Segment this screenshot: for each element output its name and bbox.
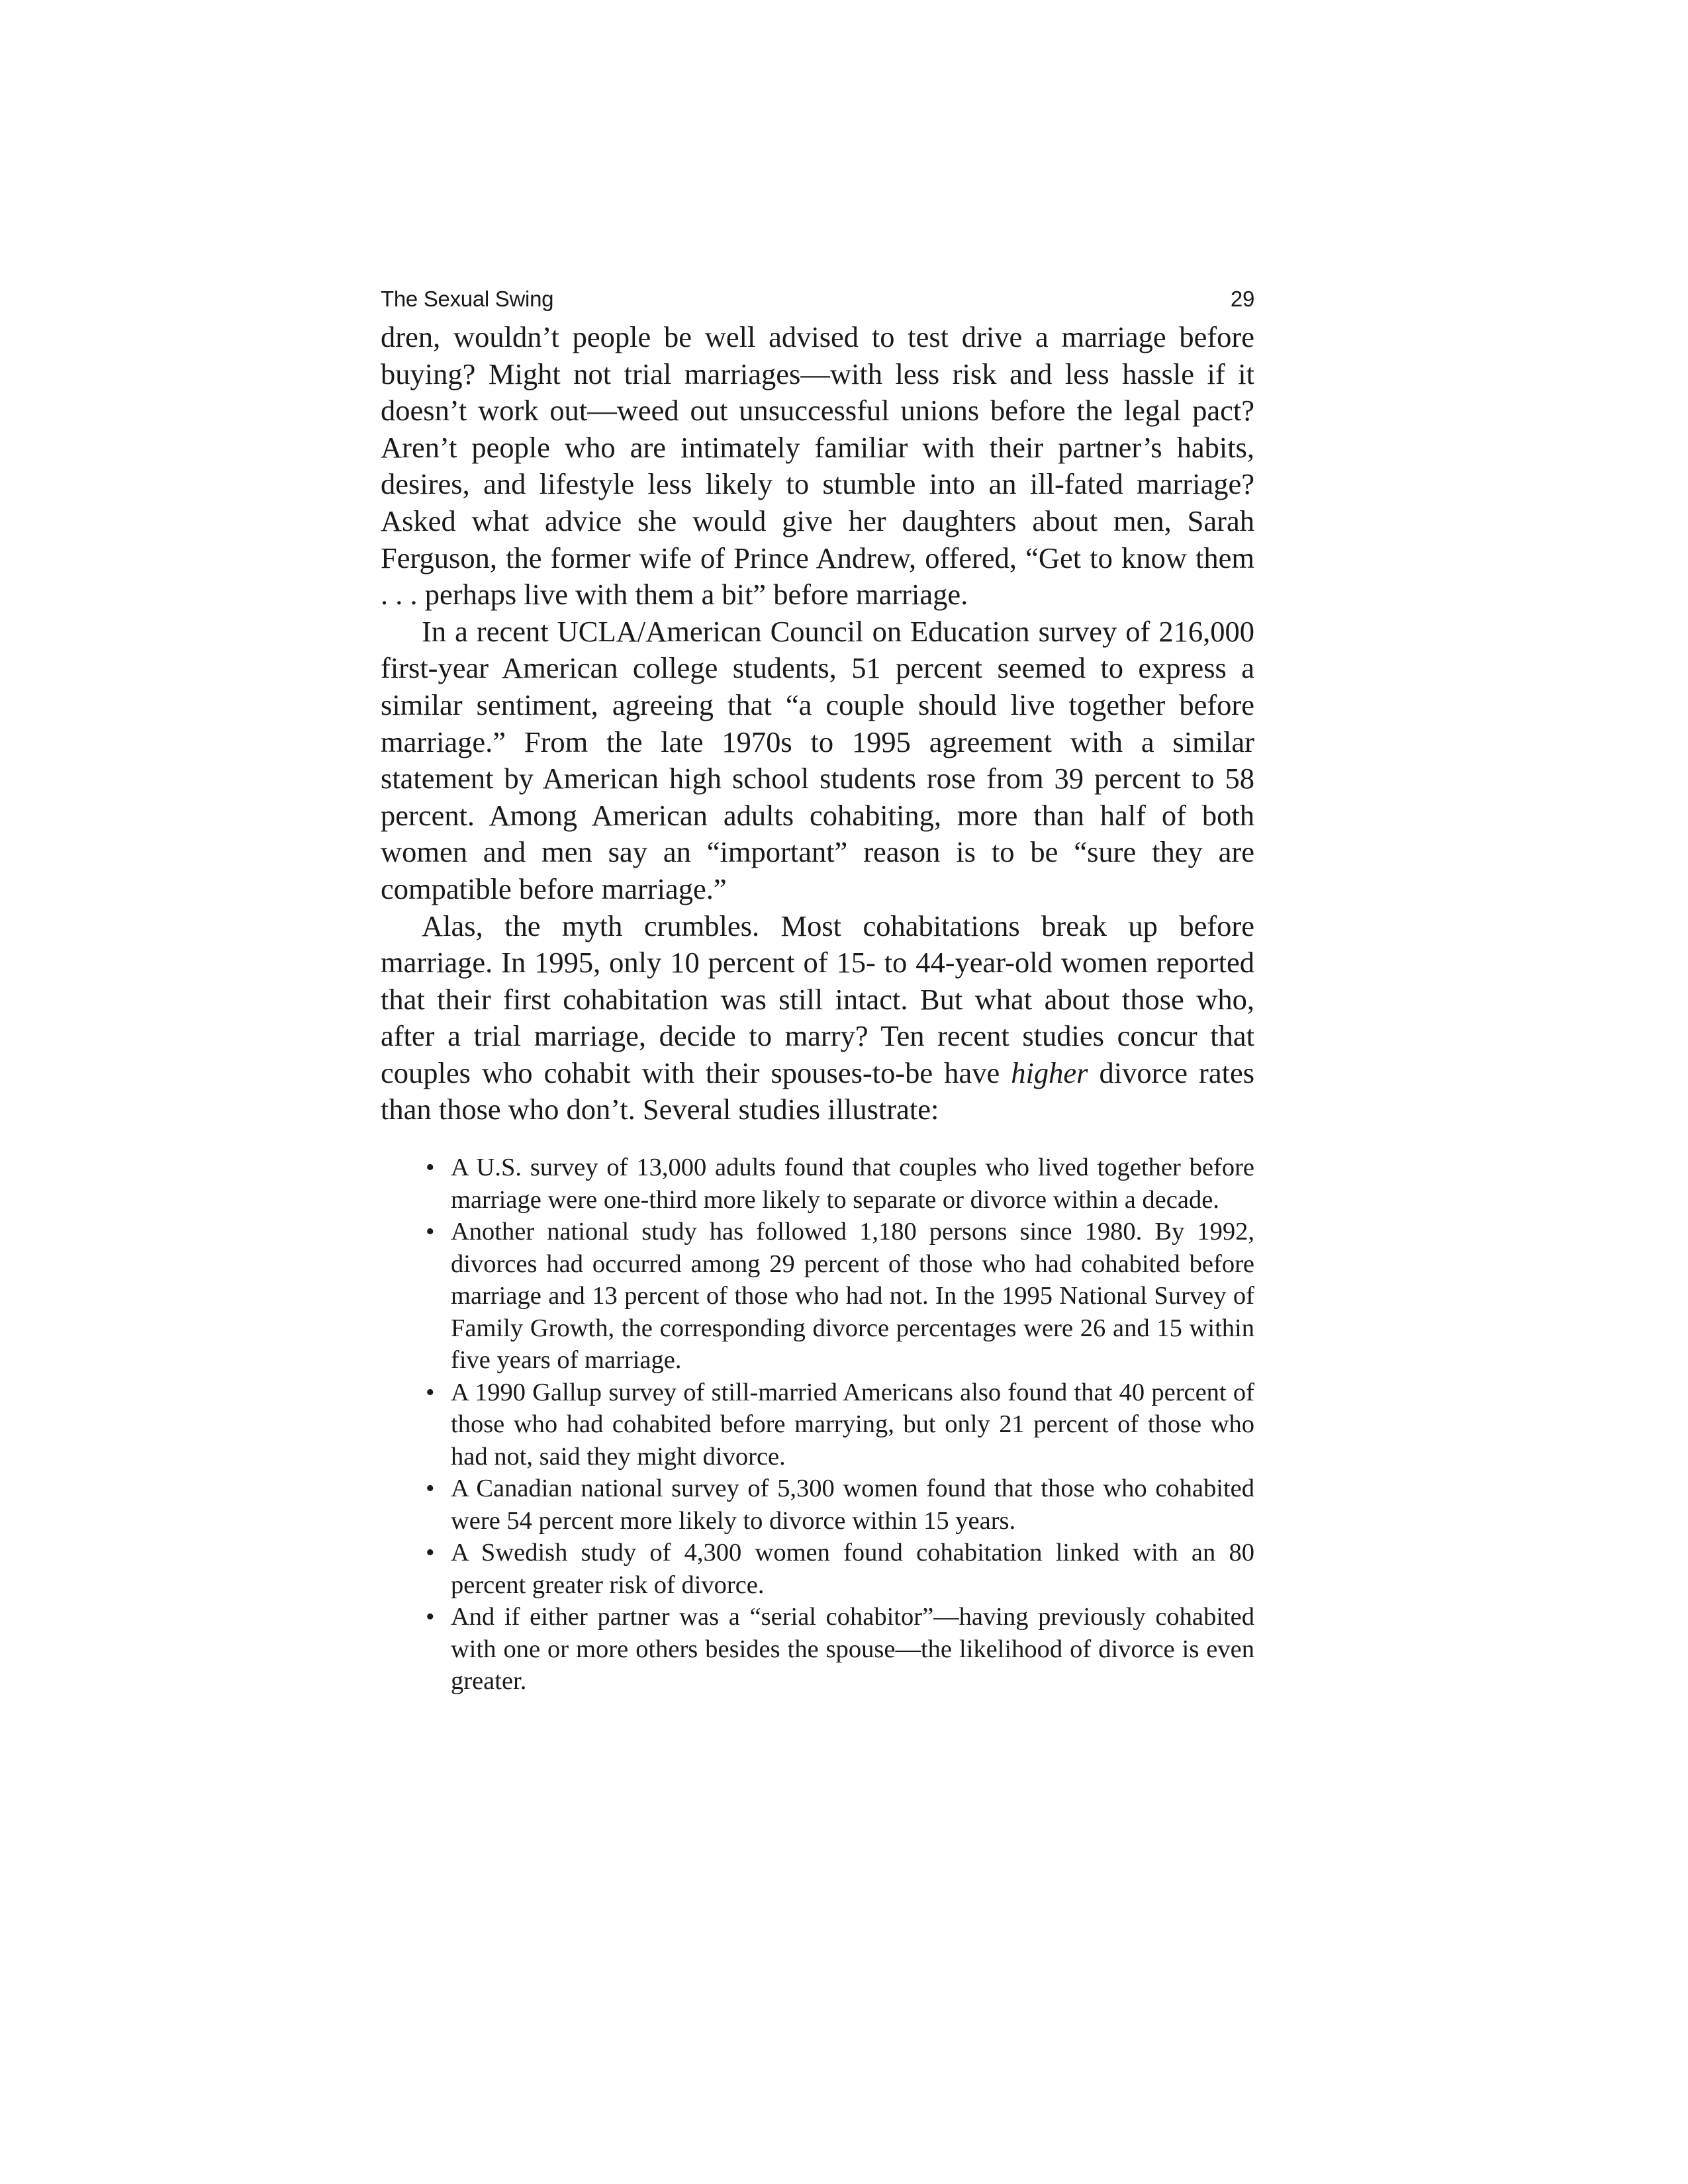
list-item-text: A Swedish study of 4,300 women found cohabitation linked with an 80 percent greater risk of divorce.	[451, 1539, 1254, 1599]
paragraph-1: dren, wouldn’t people be well advised to test drive a marriage before buying? Might not trial marriages—with less risk and less hassle if it doesn’t work out—weed out unsuccessful unions before the legal pact? Aren’t people who are intimately familiar with their partner’s habits, desires, and lifestyle less likely to stumble into an ill-fated marriage? Asked what advice she would give her daughters about men, Sarah Ferguson, the former wife of Prince Andrew, offered, “Get to know them . . . perhaps live with them a bit” before marriage.	[381, 320, 1254, 612]
paragraph-3-text-b: divorce rates than those who don’t. Several studies illustrate:	[381, 1056, 1255, 1126]
list-item	[426, 1377, 1254, 1473]
list-item	[426, 1601, 1254, 1698]
list-item	[426, 1537, 1254, 1601]
study-bullet-list	[381, 1152, 1254, 1698]
list-item	[426, 1216, 1254, 1377]
bullet-icon: •	[426, 1154, 435, 1182]
bullet-icon: •	[426, 1218, 435, 1246]
paragraph-3	[381, 908, 1254, 1129]
book-page	[381, 283, 1254, 1698]
list-item	[426, 1473, 1254, 1537]
list-item-text: A U.S. survey of 13,000 adults found that couples who lived together before marriage were one-third more likely to separate or divorce within a decade.	[451, 1154, 1254, 1214]
list-item-text: Another national study has followed 1,180 persons since 1980. By 1992, divorces had occurred among 29 percent of those who had cohabited before marriage and 13 percent of those who had not. In the 1995 National Survey of Family Growth, the corresponding divorce percentages were 26 and 15 within five years of marriage.	[451, 1218, 1254, 1375]
page-number: 29	[1230, 287, 1254, 311]
bullet-icon: •	[426, 1539, 435, 1567]
running-head	[381, 283, 1254, 315]
list-item	[426, 1152, 1254, 1216]
bullet-icon: •	[426, 1378, 435, 1406]
paragraph-3-text-a: Alas, the myth crumbles. Most cohabitations break up before marriage. In 1995, only 10 percent of 15- to 44-year-old women reported that their first cohabitation was still intact. But what about those who, after a trial marriage, decide to marry? Ten recent studies concur that couples who cohabit with their spouses-to-be have	[381, 909, 1254, 1089]
list-item-text: A Canadian national survey of 5,300 women found that those who cohabited were 54 percent more likely to divorce within 15 years.	[451, 1475, 1254, 1535]
bullet-icon: •	[426, 1603, 435, 1631]
paragraph-2: In a recent UCLA/American Council on Education survey of 216,000 first-year American college students, 51 percent seemed to express a similar sentiment, agreeing that “a couple should live together before marriage.” From the late 1970s to 1995 agreement with a similar statement by American high school students rose from 39 percent to 58 percent. Among American adults cohabiting, more than half of both women and men say an “important” reason is to be “sure they are compatible before marriage.”	[381, 614, 1254, 905]
list-item-text: And if either partner was a “serial cohabitor”—having previously cohabited with one or more others besides the spouse—the likelihood of divorce is even greater.	[451, 1603, 1254, 1696]
list-item-text: A 1990 Gallup survey of still-married Americans also found that 40 percent of those who had cohabited before marrying, but only 21 percent of those who had not, said they might divorce.	[451, 1378, 1254, 1471]
running-title: The Sexual Swing	[381, 287, 554, 311]
body-text	[381, 319, 1254, 1128]
paragraph-3-emphasis: higher	[1011, 1056, 1088, 1089]
bullet-icon: •	[426, 1475, 435, 1503]
